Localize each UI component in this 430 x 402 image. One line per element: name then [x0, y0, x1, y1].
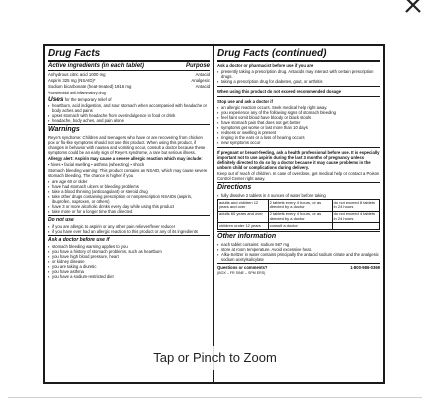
list-item: ▪ you have asthma — [48, 269, 210, 274]
list-item: ▪ you experience any of the following signs of stomach bleeding — [217, 110, 380, 115]
list-item: ▪ store at room temperature. Avoid excessive heat. — [217, 247, 380, 252]
table-row — [218, 200, 380, 212]
label-right-column — [214, 46, 383, 382]
list-item: ▪ redness or swelling is present — [217, 130, 380, 135]
list-item: ▪ an allergic reaction occurs. Seek medical help right away. — [217, 105, 380, 110]
allergy-items: ▪ hives ▪ facial swelling ▪ asthma (wheezing) ▪ shock — [48, 161, 145, 167]
list-item: hives — [50, 161, 61, 167]
ingredient-name: Anhydrous citric acid 1000 mg — [48, 72, 106, 77]
footer-code: (BOX – FR SINE – SPM ERS) — [217, 270, 266, 275]
list-item: ▪ if you have ever had an allergic reaction to this product or any of its ingredients — [48, 229, 210, 234]
drug-facts-title: Drug Facts — [48, 48, 210, 62]
table-row — [218, 211, 380, 223]
list-item: ▪ you have a sodium-restricted diet — [48, 274, 210, 279]
drug-facts-label — [43, 44, 385, 384]
list-item: ▪ are age 60 or older — [48, 179, 210, 184]
table-cell: 2 tablets every 4 hours, or as directed by a doctor — [268, 211, 332, 223]
do-not-use-heading: Do not use — [48, 215, 210, 223]
list-item: ▪ symptoms get worse or last more than 10 days — [217, 125, 380, 130]
directions-heading: Directions — [217, 182, 380, 192]
list-item: ▪ stomach bleeding warning applies to you — [48, 244, 210, 249]
drug-facts-continued-title: Drug Facts (continued) — [217, 48, 380, 62]
stomach-bleeding-warning: Stomach bleeding warning: This product contains an NSAID, which may cause severe stomach bleeding. The chance is higher if you — [48, 167, 208, 178]
pregnancy-warning: If pregnant or breast-feeding, ask a health professional before use. It is especially important not to use aspirin during the last 3 months of pregnancy unless definitely directed to do so by a doctor because it may cause problems in the unborn child or complications during delivery. — [217, 150, 380, 170]
table-cell — [332, 223, 379, 230]
list-item: ▪ or kidney disease — [48, 259, 210, 264]
ingredient-name: Aspirin 325 mg (NSAID)* — [48, 78, 96, 84]
allergy-alert: Allergy alert: Aspirin may cause a severe allergic reaction which may include: — [48, 155, 203, 161]
list-item: ▪ taking a prescription drug for diabetes, gout, or arthritis — [217, 79, 380, 84]
list-item: ▪ new symptoms occur — [217, 140, 380, 145]
ingredient-purpose: Analgesic — [191, 78, 210, 84]
other-info-heading: Other information — [217, 231, 380, 241]
warnings-heading: Warnings — [48, 124, 210, 134]
list-item: ▪ headache, body aches, and pain alone — [48, 118, 210, 123]
table-cell: 2 tablets every 4 hours, or as directed by a doctor — [268, 200, 332, 212]
list-item: ▪ take a blood thinning (anticoagulant) or steroid drug — [48, 189, 210, 194]
list-item: ▪ have 3 or more alcoholic drinks every day while using this product — [48, 204, 210, 209]
bottom-divider — [8, 397, 422, 398]
dosage-table — [217, 199, 380, 230]
ask-pharmacist-heading: Ask a doctor or pharmacist before use if you are — [217, 63, 314, 68]
ingredient-row — [48, 84, 210, 89]
list-item: ▪ have stomach pain that does not get better — [217, 120, 380, 125]
ingredient-purpose: Antacid — [195, 72, 210, 77]
list-item: ▪ you are taking a diuretic — [48, 264, 210, 269]
phone-number: 1-800-986-0369 — [350, 264, 380, 270]
ask-doctor-heading: Ask a doctor before use if — [48, 235, 210, 243]
list-item: ▪ presently taking a prescription drug. Antacids may interact with certain prescription drugs. — [217, 69, 380, 79]
stop-use-heading: Stop use and ask a doctor if — [217, 99, 273, 104]
image-viewer[interactable] — [0, 14, 430, 392]
table-cell: do not exceed 4 tablets in 24 hours — [332, 211, 379, 223]
stop-use-list — [217, 105, 380, 145]
label-left-column — [45, 46, 214, 382]
table-cell: do not exceed 8 tablets in 24 hours — [332, 200, 379, 212]
active-ingredients-heading: Active ingredients (in each tablet) — [48, 63, 145, 69]
list-item: ▪ take other drugs containing prescription or nonprescription NSAIDs (aspirin, ibuprofen, naproxen, or others) — [48, 194, 210, 204]
list-item: ▪ feel faint vomit blood have bloody or black stools — [217, 115, 380, 120]
list-item: asthma (wheezing) — [93, 161, 130, 167]
nsaid-footnote: *nonsteroidal anti-inflammatory drug — [48, 90, 106, 95]
list-item: ▪ you have a history of stomach problems, such as heartburn — [48, 249, 210, 254]
uses-heading: Uses — [48, 95, 64, 103]
when-using-text: When using this product do not exceed recommended dosage — [217, 89, 342, 94]
ask-doctor-list — [48, 244, 210, 279]
uses-section — [48, 97, 210, 102]
list-item: ▪ Alka-Seltzer in water contains principally the antacid sodium citrate and the analgesic sodium acetylsalicylate — [217, 252, 380, 262]
list-item: ▪ each tablet contains: sodium 567 mg — [217, 242, 380, 247]
questions-row — [217, 263, 380, 270]
reyes-warning: Reye's syndrome: Children and teenagers who have or are recovering from chicken pox or flu-like symptoms should not use this product. When using this product, if changes in behavior with nausea and vomiting occur, consult a doctor because these symptoms could be an early sign of Reye's syndrome, a rare but serious illness. — [48, 134, 206, 155]
list-item: ▪ heartburn, acid indigestion, and sour stomach when accompanied with headache or body aches and pains — [48, 103, 210, 113]
list-item: ▪ take more or for a longer time than directed — [48, 209, 210, 214]
zoom-hint: Tap or Pinch to Zoom — [143, 346, 287, 370]
list-item: ▪ if you are allergic to aspirin or any other pain reliever/fever reducer — [48, 224, 210, 229]
table-cell: children under 12 years — [218, 223, 269, 230]
table-row — [218, 223, 380, 230]
bleeding-list — [48, 179, 210, 214]
questions-label: Questions or comments? — [217, 264, 268, 270]
divider — [217, 147, 380, 148]
keep-away-warning: Keep out of reach of children. In case of overdose, get medical help or contact a Poison Control Center right away. — [217, 171, 380, 181]
table-cell: adults 60 years and over — [218, 211, 269, 223]
do-not-use-list — [48, 224, 210, 234]
list-item: facial swelling — [64, 161, 91, 167]
ingredient-purpose: Antacid — [195, 84, 210, 90]
table-cell: adults and children 12 years and over — [218, 200, 269, 212]
uses-list — [48, 103, 210, 123]
list-item: ▪ ringing in the ears or a loss of hearing occurs — [217, 135, 380, 140]
active-ingredients-header — [48, 63, 210, 71]
list-item: shock — [133, 161, 145, 167]
divider — [217, 96, 380, 97]
ingredient-row — [48, 72, 210, 77]
uses-intro: for the temporary relief of — [64, 96, 112, 102]
ask-pharmacist-list — [217, 69, 380, 84]
other-info-list — [217, 242, 380, 262]
ingredient-name: Sodium bicarbonate (heat-treated) 1916 mg — [48, 84, 132, 90]
purpose-heading: Purpose — [185, 63, 210, 69]
directions-list — [217, 193, 380, 198]
list-item: ▪ have had stomach ulcers or bleeding problems — [48, 184, 210, 189]
list-item: ▪ fully dissolve 2 tablets in 4 ounces of water before taking — [217, 193, 380, 198]
list-item: ▪ you have high blood pressure, heart — [48, 254, 210, 259]
ingredient-row — [48, 78, 210, 83]
table-cell: consult a doctor — [268, 223, 332, 230]
divider — [217, 86, 380, 87]
list-item: ▪ upset stomach with headache from overindulgence in food or drink — [48, 113, 210, 118]
